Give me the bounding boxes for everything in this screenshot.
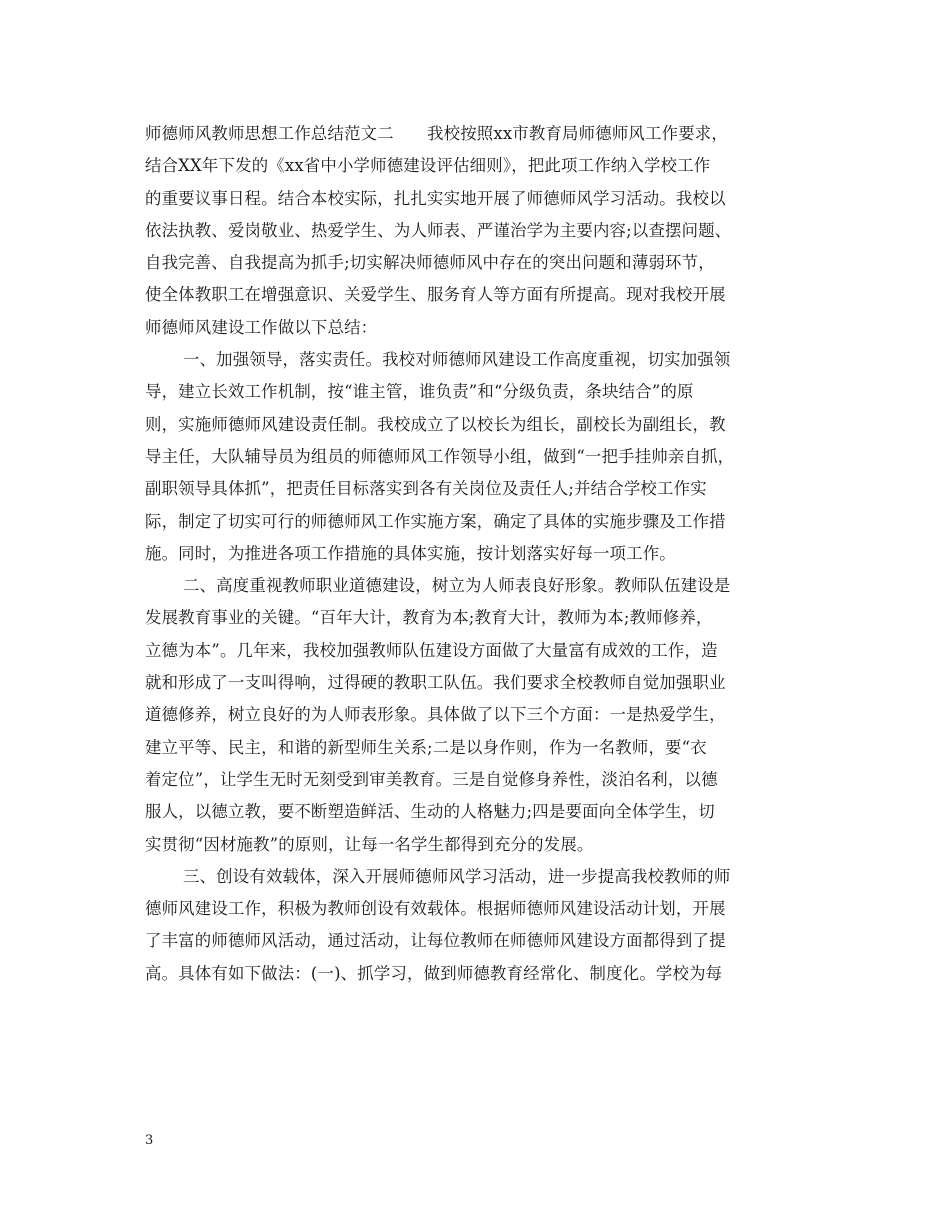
- text-line: 导，建立长效工作机制，按“谁主管，谁负责”和“分级负责，条块结合”的原: [145, 382, 694, 402]
- text-line: 三、创设有效载体，深入开展师德师风学习活动，进一步提高我校教师的师: [183, 866, 731, 886]
- text-line: 服人，以德立教，要不断塑造鲜活、生动的人格魅力;四是要面向全体学生，切: [145, 802, 715, 822]
- page-number: 3: [145, 1133, 154, 1148]
- text-line: 自我完善、自我提高为抓手;切实解决师德师风中存在的突出问题和薄弱环节，: [145, 253, 715, 273]
- text-line: 了丰富的师德师风活动，通过活动，让每位教师在师德师风建设方面都得到了提: [145, 931, 726, 951]
- paragraph-section-two: [145, 570, 810, 861]
- text-line: 一、加强领导，落实责任。我校对师德师风建设工作高度重视，切实加强领: [183, 350, 731, 370]
- paragraph-section-one: [145, 344, 810, 570]
- text-line: 二、高度重视教师职业道德建设，树立为人师表良好形象。教师队伍建设是: [183, 576, 731, 596]
- text-line: 师德师风建设工作做以下总结：: [145, 317, 378, 337]
- text-line: 导主任，大队辅导员为组员的师德师风工作领导小组，做到“一把手挂帅亲自抓，: [145, 446, 735, 466]
- text-line: 道德修养，树立良好的为人师表形象。具体做了以下三个方面：一是热爱学生，: [145, 705, 726, 725]
- text-line: 着定位”，让学生无时无刻受到审美教育。三是自觉修身养性，淡泊名利，以德: [145, 769, 718, 789]
- text-line: 结合XX年下发的《xx省中小学师德建设评估细则》，把此项工作纳入学校工作: [145, 156, 711, 176]
- text-line: 施。同时，为推进各项工作措施的具体实施，按计划落实好每一项工作。: [145, 543, 676, 563]
- paragraph-intro: [145, 118, 810, 344]
- text-line: 际，制定了切实可行的师德师风工作实施方案，确定了具体的实施步骤及工作措: [145, 511, 726, 531]
- text-line: 就和形成了一支叫得响，过得硬的教职工队伍。我们要求全校教师自觉加强职业: [145, 673, 726, 693]
- text-line: 立德为本”。几年来，我校加强教师队伍建设方面做了大量富有成效的工作，造: [145, 640, 718, 660]
- text-line: 依法执教、爱岗敬业、热爱学生、为人师表、严谨治学为主要内容;以查摆问题、: [145, 220, 732, 240]
- text-line: 德师风建设工作，积极为教师创设有效载体。根据师德师风建设活动计划，开展: [145, 899, 726, 919]
- text-line: 高。具体有如下做法：(一)、抓学习，做到师德教育经常化、制度化。学校为每: [145, 963, 723, 983]
- text-line: 建立平等、民主，和谐的新型师生关系;二是以身作则，作为一名教师，要“衣: [145, 737, 707, 757]
- text-line: 的重要议事日程。结合本校实际，扎扎实实地开展了师德师风学习活动。我校以: [145, 188, 726, 208]
- text-line: 实贯彻“因材施教”的原则，让每一名学生都得到充分的发展。: [145, 834, 594, 854]
- text-line: 使全体教职工在增强意识、关爱学生、服务育人等方面有所提高。现对我校开展: [145, 285, 726, 305]
- text-line: 发展教育事业的关键。“百年大计，教育为本;教育大计，教师为本;教师修养，: [145, 608, 713, 628]
- paragraph-section-three: [145, 861, 810, 990]
- text-line: 则，实施师德师风建设责任制。我校成立了以校长为组长，副校长为副组长，教: [145, 414, 726, 434]
- document-body: [145, 118, 810, 990]
- text-line: 师德师风教师思想工作总结范文二 我校按照xx市教育局师德师风工作要求，: [145, 124, 728, 143]
- text-line: 副职领导具体抓”，把责任目标落实到各有关岗位及责任人;并结合学校工作实: [145, 479, 707, 499]
